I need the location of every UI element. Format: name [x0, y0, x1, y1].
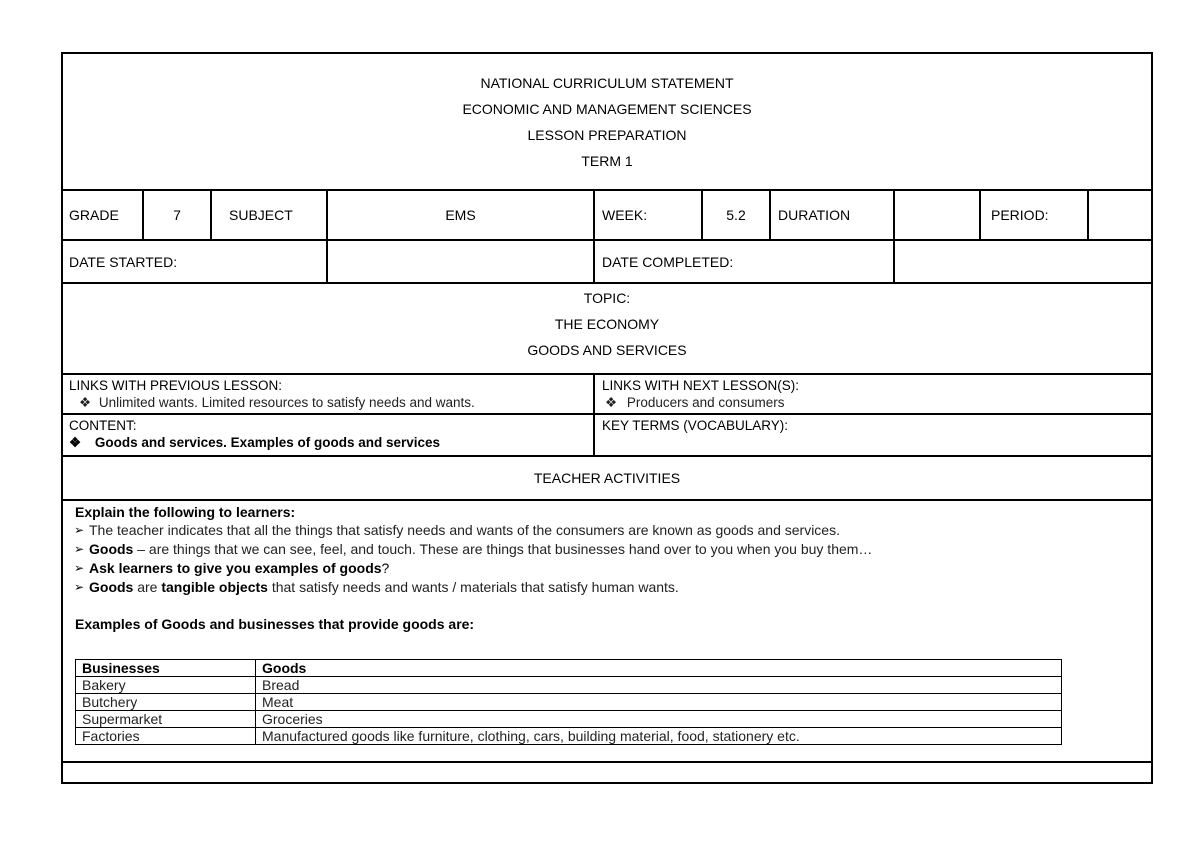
table-cell-goods: Manufactured goods like furniture, clothing, cars, building material, food, stationery etc.	[256, 728, 1062, 745]
table-cell-goods: Meat	[256, 694, 1062, 711]
activity-point-1	[63, 521, 1151, 540]
bottom-divider	[63, 761, 1151, 763]
period-label: PERIOD:	[979, 191, 1087, 239]
table-cell-goods: Bread	[256, 677, 1062, 694]
content-row	[63, 415, 1151, 457]
content-text: Goods and services. Examples of goods and services	[94, 435, 441, 450]
content-label: CONTENT:	[69, 418, 137, 433]
date-started-label: DATE STARTED:	[69, 253, 178, 270]
activity-point-3-text: ?	[381, 560, 390, 576]
week-label: WEEK:	[593, 191, 701, 239]
header-line-1: NATIONAL CURRICULUM STATEMENT	[480, 75, 734, 91]
links-previous-text: Unlimited wants. Limited resources to satisfy needs and wants.	[98, 395, 475, 410]
header-line-4: TERM 1	[581, 153, 633, 169]
activity-point-3-bold: Ask learners to give you examples of goods	[89, 560, 382, 576]
activity-point-2-text: – are things that we can see, feel, and touch. These are things that businesses hand over to you when you buy them…	[133, 541, 873, 557]
date-row	[63, 241, 1151, 284]
teacher-activities-heading: TEACHER ACTIVITIES	[533, 470, 681, 486]
diamond-bullet-icon: ❖	[69, 435, 82, 450]
duration-label: DURATION	[769, 191, 893, 239]
links-previous-label: LINKS WITH PREVIOUS LESSON:	[69, 378, 283, 393]
activity-point-1-text: The teacher indicates that all the things that satisfy needs and wants of the consumers are known as goods and services.	[89, 522, 840, 538]
table-cell-business: Butchery	[76, 694, 256, 711]
arrow-bullet-icon: ➢	[74, 580, 85, 594]
table-header-businesses: Businesses	[76, 660, 256, 677]
date-started-value	[326, 241, 593, 282]
arrow-bullet-icon: ➢	[74, 523, 85, 537]
links-row	[63, 375, 1151, 415]
activity-point-4-bold-1: Goods	[89, 579, 134, 595]
grade-label: GRADE	[69, 207, 119, 223]
table-row	[76, 694, 1062, 711]
activity-point-4-text: that satisfy needs and wants / materials that satisfy human wants.	[267, 579, 679, 595]
grade-value: 7	[142, 191, 210, 239]
examples-heading: Examples of Goods and businesses that provide goods are:	[75, 616, 475, 632]
arrow-bullet-icon: ➢	[74, 542, 85, 556]
teacher-activities-body	[63, 503, 1151, 633]
subject-label: SUBJECT	[210, 191, 326, 239]
activity-point-4-mid: are	[133, 579, 162, 595]
topic-section	[63, 284, 1151, 375]
topic-line-1: THE ECONOMY	[554, 316, 660, 332]
subject-value: EMS	[326, 191, 593, 239]
form-header	[63, 54, 1151, 191]
topic-label: TOPIC:	[583, 290, 631, 306]
activity-point-3	[63, 559, 1151, 578]
header-line-3: LESSON PREPARATION	[527, 127, 687, 143]
activity-point-4-bold-2: tangible objects	[161, 579, 268, 595]
table-cell-goods: Groceries	[256, 711, 1062, 728]
activity-point-2-bold: Goods	[89, 541, 134, 557]
teacher-activities-heading-row	[63, 457, 1151, 501]
diamond-bullet-icon: ❖	[79, 395, 92, 410]
date-completed-value	[893, 241, 1153, 282]
links-next-label: LINKS WITH NEXT LESSON(S):	[602, 378, 800, 393]
duration-value	[893, 191, 979, 239]
topic-line-2: GOODS AND SERVICES	[527, 342, 687, 358]
activity-point-2	[63, 540, 1151, 559]
diamond-bullet-icon: ❖	[605, 395, 618, 410]
lesson-preparation-form	[61, 52, 1153, 784]
key-terms-label: KEY TERMS (VOCABULARY):	[602, 418, 789, 433]
table-row	[76, 677, 1062, 694]
period-value	[1087, 191, 1153, 239]
table-cell-business: Bakery	[76, 677, 256, 694]
table-cell-business: Factories	[76, 728, 256, 745]
activities-intro: Explain the following to learners:	[75, 504, 296, 520]
info-row	[63, 191, 1151, 241]
activity-point-4	[63, 578, 1151, 597]
table-row	[76, 728, 1062, 745]
table-cell-business: Supermarket	[76, 711, 256, 728]
arrow-bullet-icon: ➢	[74, 561, 85, 575]
header-line-2: ECONOMIC AND MANAGEMENT SCIENCES	[462, 101, 752, 117]
date-completed-label: DATE COMPLETED:	[593, 241, 893, 282]
goods-table	[75, 659, 1062, 745]
week-value: 5.2	[701, 191, 769, 239]
table-header-row	[76, 660, 1062, 677]
table-row	[76, 711, 1062, 728]
table-header-goods: Goods	[256, 660, 1062, 677]
links-next-text: Producers and consumers	[626, 395, 785, 410]
